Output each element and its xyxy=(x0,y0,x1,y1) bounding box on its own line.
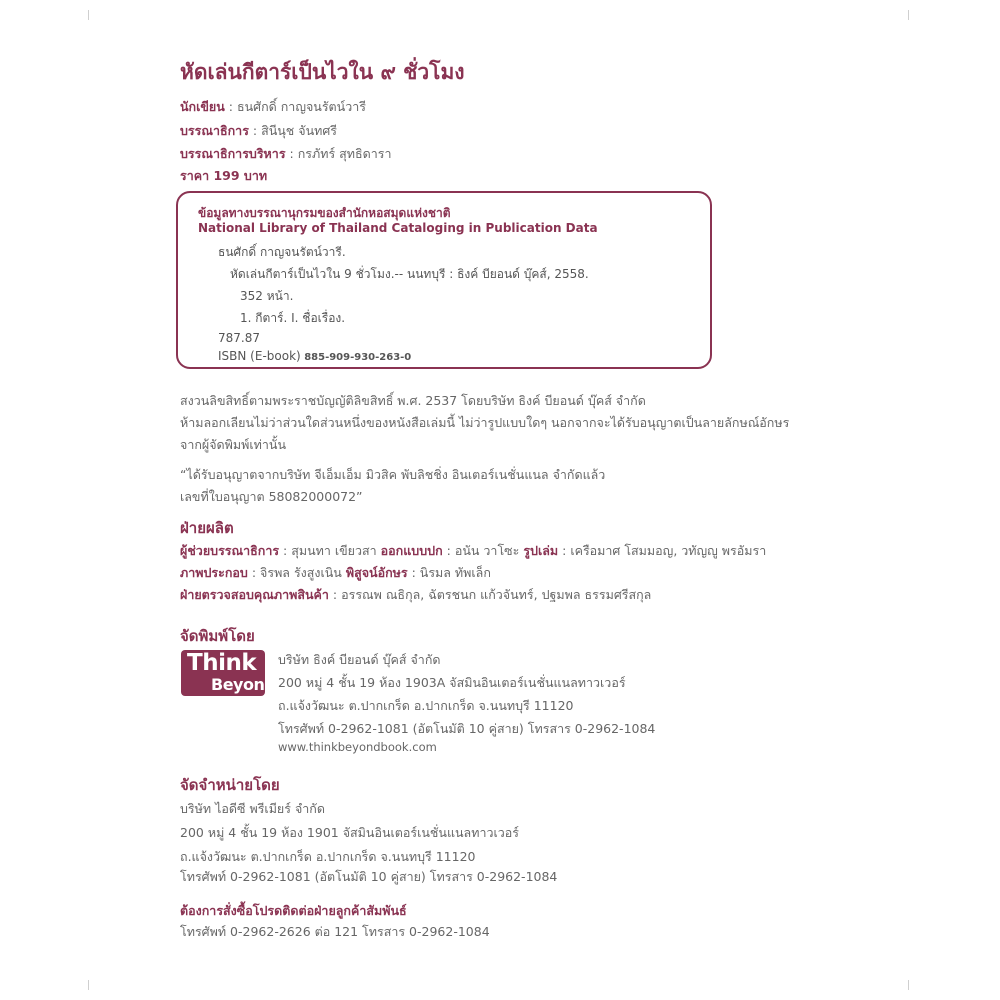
role-label: ภาพประกอบ xyxy=(180,565,248,580)
publisher-line: โทรศัพท์ 0-2962-1081 (อัตโนมัติ 10 คู่สาย) โทรสาร 0-2962-1084 xyxy=(278,721,656,736)
cip-pages: 352 หน้า. xyxy=(240,289,294,303)
role-label: ออกแบบปก xyxy=(380,543,443,558)
production-line-2 xyxy=(180,563,491,583)
isbn-label: ISBN (E-book) xyxy=(218,349,301,363)
credit-executive-editor xyxy=(180,144,392,164)
role-label: ผู้ช่วยบรรณาธิการ xyxy=(180,543,280,558)
credit-label: บรรณาธิการบริหาร xyxy=(180,146,286,161)
cip-isbn xyxy=(218,349,411,363)
license-line: “ได้รับอนุญาตจากบริษัท จีเอ็มเอ็ม มิวสิค พับลิชชิ่ง อินเตอร์เนชั่นแนล จำกัดแล้ว xyxy=(180,467,606,482)
publisher-website-link[interactable]: www.thinkbeyondbook.com xyxy=(278,740,437,754)
logo-text: Beyond xyxy=(211,675,276,694)
distributor-line: ถ.แจ้งวัฒนะ ต.ปากเกร็ด อ.ปากเกร็ด จ.นนทบุรี 11120 xyxy=(180,849,476,864)
cip-subjects: 1. กีตาร์. I. ชื่อเรื่อง. xyxy=(240,311,346,325)
role-label: ฝ่ายตรวจสอบคุณภาพสินค้า xyxy=(180,587,329,602)
role-value: : อนัน วาโซะ xyxy=(442,543,524,558)
role-label: พิสูจน์อักษร xyxy=(345,565,408,580)
copyright-line: จากผู้จัดพิมพ์เท่านั้น xyxy=(180,437,287,452)
credit-value: : กรภัทร์ สุทธิดารา xyxy=(285,146,392,161)
distributor-heading: จัดจำหน่ายโดย xyxy=(180,776,280,794)
crop-mark-top-right xyxy=(908,10,919,20)
publisher-line: บริษัท ธิงค์ บียอนด์ บุ๊คส์ จำกัด xyxy=(278,652,441,667)
credit-value: : สินีนุช จันทศรี xyxy=(248,123,338,138)
cip-classification: 787.87 xyxy=(218,331,260,345)
cip-title-line: หัดเล่นกีตาร์เป็นไวใน 9 ชั่วโมง.-- นนทบุรี : ธิงค์ บียอนด์ บุ๊คส์, 2558. xyxy=(230,267,589,281)
role-value: : นิรมล ทัพเล็ก xyxy=(407,565,491,580)
isbn-value: 885-909-930-263-0 xyxy=(300,352,412,363)
credit-author xyxy=(180,97,366,117)
price xyxy=(180,166,267,186)
crop-mark-top-left xyxy=(88,10,99,20)
crop-mark-bottom-left xyxy=(88,980,99,990)
credit-label: นักเขียน xyxy=(180,99,225,114)
distributor-line: โทรศัพท์ 0-2962-1081 (อัตโนมัติ 10 คู่สาย) โทรสาร 0-2962-1084 xyxy=(180,869,558,884)
credit-label: บรรณาธิการ xyxy=(180,123,249,138)
distributor-line: 200 หมู่ 4 ชั้น 19 ห้อง 1901 จัสมินอินเตอร์เนชั่นแนลทาวเวอร์ xyxy=(180,825,520,840)
publisher-heading: จัดพิมพ์โดย xyxy=(180,627,255,645)
copyright-line: สงวนลิขสิทธิ์ตามพระราชบัญญัติลิขสิทธิ์ พ.ศ. 2537 โดยบริษัท ธิงค์ บียอนด์ บุ๊คส์ จำกัด xyxy=(180,393,646,408)
cip-heading-thai: ข้อมูลทางบรรณานุกรมของสำนักหอสมุดแห่งชาติ xyxy=(198,206,451,220)
credit-editor xyxy=(180,121,337,141)
license-line: เลขที่ใบอนุญาต 58082000072” xyxy=(180,489,363,504)
crop-mark-bottom-right xyxy=(908,980,919,990)
role-value: : สุมนทา เขียวสา xyxy=(279,543,381,558)
publisher-line: ถ.แจ้งวัฒนะ ต.ปากเกร็ด อ.ปากเกร็ด จ.นนทบุรี 11120 xyxy=(278,698,574,713)
distributor-line: บริษัท ไอดีซี พรีเมียร์ จำกัด xyxy=(180,801,325,816)
orders-contact: โทรศัพท์ 0-2962-2626 ต่อ 121 โทรสาร 0-2962-1084 xyxy=(180,924,490,939)
role-value: : จิรพล รังสูงเนิน xyxy=(247,565,346,580)
publisher-line: 200 หมู่ 4 ชั้น 19 ห้อง 1903A จัสมินอินเตอร์เนชั่นแนลทาวเวอร์ xyxy=(278,675,626,690)
cip-author: ธนศักดิ์ กาญจนรัตน์วารี. xyxy=(218,245,346,259)
credit-value: : ธนศักดิ์ กาญจนรัตน์วารี xyxy=(224,99,366,114)
role-label: รูปเล่ม xyxy=(523,543,559,558)
logo-text: Think xyxy=(187,650,257,676)
production-line-3 xyxy=(180,585,651,605)
think-beyond-logo xyxy=(181,650,276,696)
role-value: : เครือมาศ โสมมอญ, วทัญญู พรอัมรา xyxy=(558,543,767,558)
production-heading: ฝ่ายผลิต xyxy=(180,519,234,537)
production-line-1 xyxy=(180,541,766,561)
book-title: หัดเล่นกีตาร์เป็นไวใน ๙ ชั่วโมง xyxy=(180,60,465,84)
cip-box xyxy=(176,191,712,369)
orders-heading: ต้องการสั่งซื้อโปรดติดต่อฝ่ายลูกค้าสัมพันธ์ xyxy=(180,903,407,918)
copyright-line: ห้ามลอกเลียนไม่ว่าส่วนใดส่วนหนึ่งของหนังสือเล่มนี้ ไม่ว่ารูปแบบใดๆ นอกจากจะได้รับอนุญาตเป็นลายลักษณ์อักษร xyxy=(180,415,790,430)
cip-heading-english: National Library of Thailand Cataloging in Publication Data xyxy=(198,221,598,235)
role-value: : อรรณพ ณธิกุล, ฉัตรชนก แก้วจันทร์, ปฐมพล ธรรมศรีสกุล xyxy=(328,587,652,602)
price-label: ราคา 199 บาท xyxy=(180,168,268,183)
